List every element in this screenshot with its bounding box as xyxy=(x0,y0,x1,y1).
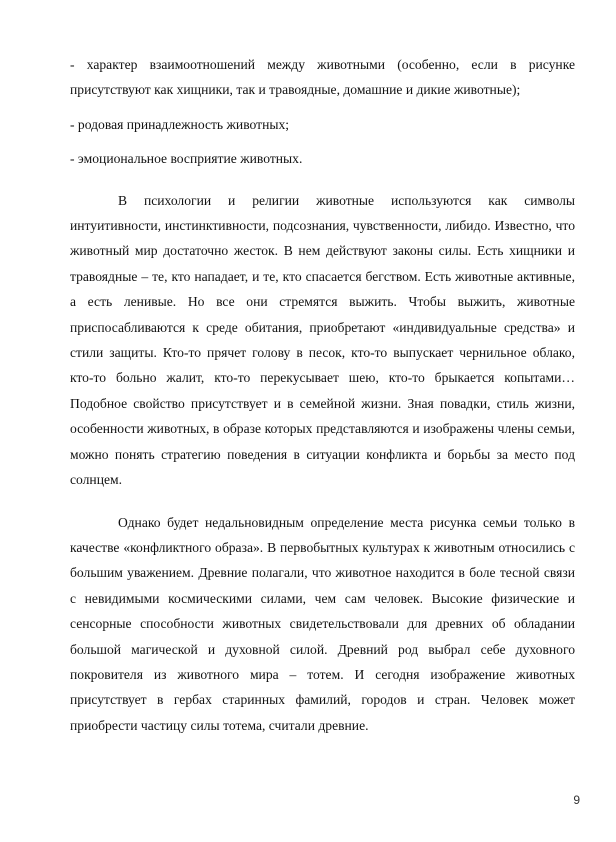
list-item-relationships: - характер взаимоотношений между животными (особенно, если в рисунке присутствуют как хищники, так и травоядные, домашние и дикие животные); xyxy=(70,57,575,98)
document-body xyxy=(70,52,575,738)
paragraph-totem: Однако будет недальновидным определение места рисунка семьи только в качестве «конфликтного образа». В первобытных культурах к животным относились с большим уважением. Древние полагали, что животное находится в боле тесной связи с невидимыми космическими силами, чем сам человек. Высокие физические и сенсорные способности животных свидетельствовали для древних об обладании большой магической и духовной силой. Древний род выбрал себе духовного покровителя из животного мира – тотем. И сегодня изображение животных присутствует в гербах старинных фамилий, городов и стран. Человек может приобрести частицу силы тотема, считали древние. xyxy=(70,514,575,733)
list-item-ancestry: - родовая принадлежность животных; xyxy=(70,116,290,132)
page-number: 9 xyxy=(573,793,580,807)
paragraph-psychology: В психологии и религии животные используются как символы интуитивности, инстинктивности, подсознания, чувственности, либидо. Известно, что животный мир достаточно жесток. В нем действуют законы силы. Есть хищники и травоядные – те, кто нападает, и те, кто спасается бегством. Есть животные активные, а есть ленивые. Но все они стремятся выжить. Чтобы выжить, животные приспосабливаются к среде обитания, приобретают «индивидуальные средства» и стили защиты. Кто-то прячет голову в песок, кто-то выпускает чернильное облако, кто-то больно жалит, кто-то перекусывает шею, кто-то брыкается копытами… Подобное свойство присутствует и в семейной жизни. Зная повадки, стиль жизни, особенности животных, в образе которых представляются и изображены члены семьи, можно понять стратегию поведения в ситуации конфликта и борьбы за место под солнцем. xyxy=(70,192,575,488)
list-item-emotional-perception: - эмоциональное восприятие животных. xyxy=(70,151,303,167)
